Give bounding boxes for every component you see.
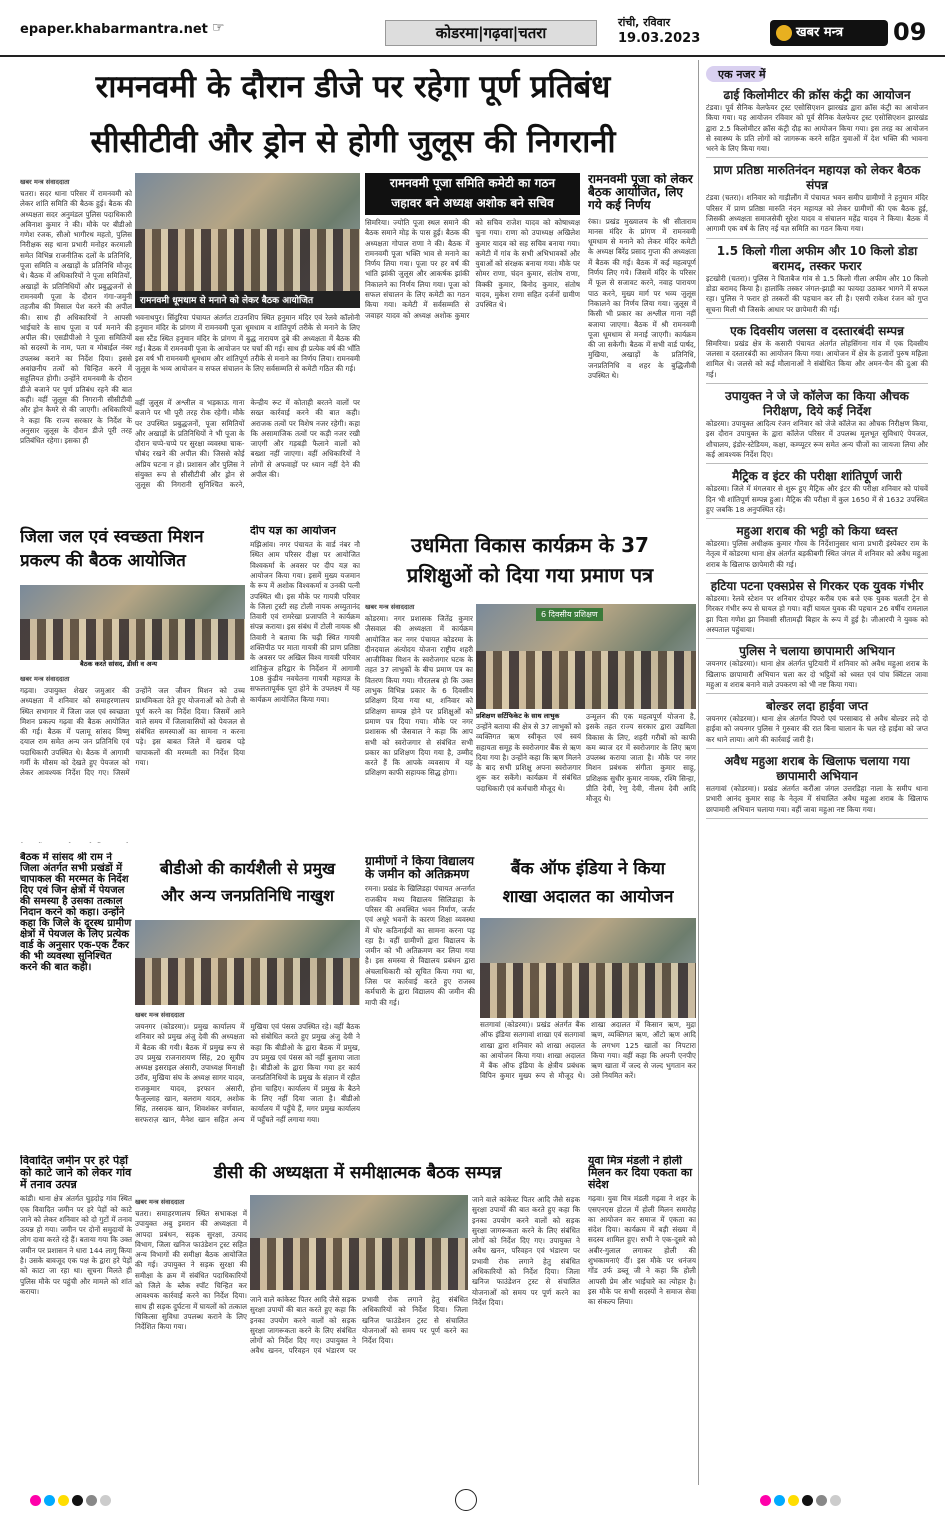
- brand-name: खबर मन्त्र: [796, 25, 844, 40]
- byline: खबर मन्त्र संवाददाता: [365, 603, 415, 611]
- article-body: कांडी। थाना क्षेत्र अंतर्गत घुड़दोड़ गांव स्थित एक विवादित जमीन पर हरे पेड़ों को काटे जाने को लेकर शनिवार को दो गुटों में तनाव उत्पन्न हो गया। जमीन पर दोनों समुदायों के लोग दावा करते रहे हैं। बताया गया कि उक्त जमीन पर प्रशासन ने धारा 144 लागू किया है। उसके बावजूद एक पक्ष के द्वारा हरे पेड़ों को काटा जा रहा था। सूचना मिलते ही पुलिस मौके पर पहुंची और मामले को शांत कराया।: [20, 1194, 132, 1296]
- article-body: गढ़वा। उपायुक्त शेखर जमुआर की अध्यक्षता में शनिवार को समाहरणालय स्थित सभागार में जिला जल एवं स्वच्छता मिशन प्रकल्प गढ़वा की बैठक आयोजित की गई। बैठक में पलामू सांसद विष्णु दयाल राम समेत अन्य जन प्रतिनिधि एवं पदाधिकारी उपस्थित थे। बैठक में आगामी गर्मी के मौसम को देखते हुए पेयजल को लेकर आवश्यक निर्देश दिए गए। जिसमें उन्होंने जल जीवन मिशन को उच्च प्राथमिकता देते हुए योजनाओं को तेजी से पूर्ण करने का निर्देश दिया। जिसमें आने वाले समय में जिलावासियों को पेयजल से संबंधित समस्याओं का सामना न करना पड़े। इस बाबत जिले में खराब पड़े चापाकलों की मरम्मती का निर्देश दिया गया।: [20, 686, 245, 778]
- dateline: [618, 15, 700, 47]
- byline: खबर मन्त्र संवाददाता: [135, 1011, 185, 1019]
- right-news-item: [706, 644, 928, 694]
- article-body: जाने वाले कांकेस्ट पितर आदि जैसे सड़क सुरक्षा उपायों की बात करते हुए कहा कि इनका उपयोग करने वालों को सड़क सुरक्षा जागरूकता करने के लिए संबंधित लोगों को निर्देश दिए गए। उपायुक्त ने अवैध खनन, परिवहन एवं भंडारण पर प्रभावी रोक लगाने हेतु संबंधित अधिकारियों को निर्देश दिया। जिला खनिज फाउंडेशन ट्रस्ट से संचालित योजनाओं को समय पर पूर्ण करने का निर्देश दिया।: [250, 1295, 468, 1356]
- right-news-headline: प्राण प्रतिष्ठा मारुतिनंदन महायज्ञ को लेकर बैठक संपन्न: [713, 163, 921, 193]
- sacred-heart-article: [20, 852, 132, 1067]
- pointer-icon: ☞: [212, 20, 225, 36]
- registration-mark-icon: [455, 1489, 477, 1511]
- right-news-item: [706, 88, 928, 158]
- right-news-item: [706, 699, 928, 749]
- date: 19.03.2023: [618, 31, 701, 46]
- article-body: कोडरमा। नगर प्रशासक जितेंद्र कुमार जैसवाल की अध्यक्षता में कार्यक्रम आयोजित कर नगर पंचायत कोडरमा के दीनदयाल अंत्योदय योजना राष्ट्रीय शहरी आजीविका मिशन के स्वरोजगार घटक के तहत 37 लाभुकों के बीच प्रमाण पत्र का वितरण किया गया। गौरतलब हो कि उक्त लाभुक विभिन्न प्रकार के 6 दिवसीय प्रशिक्षण दिया गया था, शनिवार को प्रशिक्षण सम्पन्न होने पर प्रशिक्षुओं को प्रमाण पत्र दिया गया। मौके पर नगर प्रशासक श्री जैसवाल ने कहा कि आप सभी को स्वरोजगार से संबंधित सभी प्रकार का प्रशिक्षण दिया गया है, उम्मीद करते हैं कि आपके व्यवसाय में यह प्रशिक्षण काफी सहायक सिद्ध होगा।: [365, 614, 473, 778]
- right-news-headline: मैट्रिक व इंटर की परीक्षा शांतिपूर्ण जारी: [732, 469, 902, 484]
- committee-article: [365, 218, 580, 515]
- lead-article-col1: [20, 175, 132, 515]
- right-news-headline: हटिया पटना एक्सप्रेस से गिरकर एक युवक गंभीर: [710, 579, 924, 594]
- lead-photo: [135, 173, 360, 298]
- article-body: चतरा। समाहरणालय स्थित सभाकक्ष में उपायुक्त अबु इमरान की अध्यक्षता में आपदा प्रबंधन, सड़क सुरक्षा, उत्पाद विभाग, जिला खनिज फाउंडेशन ट्रस्ट सहित अन्य विभागों की समीक्षा बैठक आयोजित की गई। उपायुक्त ने सड़क सुरक्षा की समीक्षा के क्रम में संबंधित पदाधिकारियों को जिले के ब्लैक स्पॉट चिन्हित कर आवश्यक कार्रवाई करने का निर्देश दिया। साथ ही सड़क दुर्घटना में घायलों को तत्काल चिकित्सा सुविधा उपलब्ध कराने के लिए निर्देशित किया गया।: [135, 1209, 247, 1332]
- ramnavami-article: [588, 173, 696, 515]
- udyamita-article-3: [586, 712, 696, 845]
- article-body: उन्होंने बताया की क्षेत्र से 37 लाभुकों को व्यक्तिगत ऋण स्वीकृत एवं स्वयं सहायता समूह के स्वरोजगार बैंक से ऋण दिया गया है। उन्होंने कहा कि ऋण मिलने के बाद सभी प्रशिक्षु अपना स्वरोजगार शुरू कर सकेंगे। कार्यक्रम में संबंधित पदाधिकारी एवं कर्मचारी मौजूद थे।: [476, 722, 581, 793]
- headline-line1: उधमिता विकास कार्यक्रम के 37: [411, 533, 649, 557]
- right-news-headline: महुआ शराब की भट्ठी को किया ध्वस्त: [736, 524, 898, 539]
- headline-line2: और अन्य जनप्रतिनिधि नाखुश: [161, 886, 334, 905]
- ek-nazar-tag: [706, 64, 928, 84]
- right-news-item: [706, 324, 928, 384]
- article-headline: दीप यज्ञ का आयोजन: [250, 525, 336, 537]
- vivadit-article: [20, 1155, 132, 1485]
- right-news-item: [706, 754, 928, 819]
- jila-jal-headline: [20, 525, 245, 587]
- page-header: [0, 0, 945, 57]
- bdo-article: [135, 1008, 360, 1148]
- right-news-item: [706, 469, 928, 519]
- article-headline: विवादित जमीन पर हरे पेड़ों को काटे जाने को लेकर गांव में तनाव उत्पन्न: [20, 1155, 132, 1192]
- right-news-body: कोडरमा। पुलिस अधीक्षक कुमार गौरव के निर्देशानुसार थाना प्रभारी इंस्पेक्टर राम के नेतृत्व में कोडरमा थाना क्षेत्र अंतर्गत बड़कीबगी स्थित जंगल में शनिवार को अवैध महुआ शराब के खिलाफ छापेमारी की गई।: [706, 539, 928, 569]
- page-number: 09: [893, 18, 927, 46]
- article-headline: ग्रामीणों ने किया विद्यालय के जमीन को अतिक्रमण: [365, 855, 475, 882]
- udyamita-photo: [476, 604, 696, 709]
- udyamita-headline: [365, 530, 695, 595]
- byline: खबर मन्त्र संवाददाता: [20, 675, 70, 683]
- article-body: गढ़वा। युवा मित्र मंडली गढ़वा ने शहर के एसएनएस होटल में होली मिलन समारोह का आयोजन कर समाज में एकता का संदेश दिया। कार्यक्रम में बड़ी संख्या में सदस्य शामिल हुए। सभी ने एक-दूसरे को अबीर-गुलाल लगाकर होली की शुभकामनाएं दीं। इस मौके पर धनंजय गोंड उर्फ डब्लू जी ने कहा कि होली आपसी प्रेम और भाईचारे का त्योहार है। इस मौके पर सभी सदस्यों ने समाज सेवा का संकल्प लिया।: [588, 1194, 696, 1307]
- city-day: रांची, रविवार: [618, 16, 671, 29]
- headline: जिला जल एवं स्वच्छता मिशन प्रकल्प की बैठक आयोजित: [20, 527, 204, 571]
- right-news-body: टंडवा (चतरा)। शनिवार को गाड़ीलौंग में पंचायत भवन समीप ग्रामीणों ने हनुमान मंदिर परिसर में प्राण प्रतिष्ठा मारुति नंदन महायज्ञ को लेकर ग्रामीणों की एक बैठक हुई, जिसकी अध्यक्षता समाजसेवी सुरेश यादव व संचालन महेंद्र यादव ने किया। बैठक में आगामी एक वर्ष के लिए नई यज्ञ समिति का गठन किया गया।: [706, 193, 928, 234]
- article-body: बैठक में सांसद श्री राम ने जिला अंतर्गत सभी प्रखंडों में चापाकल की मरम्मत के निर्देश दिए एवं जिन क्षेत्रों में पेयजल की समस्या है उसका तत्काल निदान करने को कहा। उन्होंने कहा कि जिले के दूरस्थ ग्रामीण क्षेत्रों में पेयजल के लिए प्रत्येक वार्ड के अनुसार एक-एक टैंकर की भी व्यवस्था सुनिश्चित करने की बात कही।: [20, 852, 132, 973]
- headline-line2: शाखा अदालत का आयोजन: [502, 887, 674, 907]
- headline-line1: बीडीओ की कार्यशैली से प्रमुख: [159, 859, 336, 878]
- right-news-headline: एक दिवसीय जलसा व दस्तारबंदी सम्पन्न: [730, 323, 904, 338]
- article-body: [20, 842, 132, 843]
- jila-jal-article-2: [20, 842, 132, 843]
- jila-jal-photo-caption: बैठक करते सांसद, डीसी व अन्य: [80, 660, 158, 668]
- article-headline: रामनवमी पूजा को लेकर बैठक आयोजित, लिए गये कई निर्णय: [588, 173, 693, 213]
- right-news-headline: बोल्डर लदा हाईवा जप्त: [765, 699, 869, 714]
- headline-line2: जहावर बने अध्यक्ष अशोक बने सचिव: [391, 196, 554, 210]
- jila-jal-photo: [20, 585, 245, 660]
- lead-photo-caption: रामनवमी धूमधाम से मनाने को लेकर बैठक आयोजित: [135, 291, 360, 308]
- lead-headline: [18, 60, 688, 170]
- boi-article: [480, 1020, 696, 1145]
- bdo-headline: [135, 855, 360, 915]
- article-body: वहीं जुलूस में अश्लील व भड़काऊ गाना बजाने पर भी पूरी तरह रोक रहेगी। मौके पर उपस्थित प्रबुद्धजनों, पूजा समितियों और अखाड़ों के प्रतिनिधियों ने भी पूजा के दौरान चप्पे-चप्पे पर सुरक्षा व्यवस्था चाक-चौबंद रखने की अपील की। जिससे कोई अप्रिय घटना न हो। प्रशासन और पुलिस ने संयुक्त रूप से सीसीटीवी और ड्रोन से जुलूस की निगरानी सुनिश्चित करने, केन्द्रीय रूट में कोताही बरतने वालों पर सख्त कार्रवाई करने की बात कही। अराजक तत्वों पर विशेष नजर रहेगी। कहा कि असामाजिक तत्वों पर कड़ी नजर रखी जाएगी और गड़बड़ी फैलाने वालों को बख्शा नहीं जाएगा। वहीं अधिकारियों ने लोगों से अफवाहों पर ध्यान नहीं देने की अपील की।: [135, 398, 360, 490]
- headline-line2: प्रशिक्षुओं को दिया गया प्रमाण पत्र: [406, 563, 654, 587]
- right-news-body: कोडरमा। उपायुक्त आदित्य रंजन शनिवार को जेजे कॉलेज का औचक निरीक्षण किया, इस दौरान उपायुक्त के द्वारा कॉलेज परिसर में उपलब्ध मूलभूत सुविधाएं पेयजल, शौचालय, इंडोर-स्टेडियम, कक्षा, कम्प्यूटर रूम समेत अन्य चीजों का जायजा लिया और कई आवश्यक निर्देश दिए।: [706, 419, 928, 459]
- right-news-item: [706, 244, 928, 319]
- gramin-article: [365, 855, 475, 1145]
- right-news-body: जयनगर (कोडरमा)। थाना क्षेत्र अंतर्गत पिपरो एवं परसाबाद से अवैध बोल्डर लदे दो हाईवा को जयनगर पुलिस ने गुरुवार की रात बिना चालान के चल रहे हाईवा को जप्त कर थाने लाया। आगे की कार्रवाई जारी है।: [706, 714, 928, 744]
- yuva-mitra-article: [588, 1155, 696, 1485]
- site-url[interactable]: epaper.khabarmantra.net: [20, 22, 208, 37]
- udyamita-article: [365, 600, 473, 845]
- lead-under-photo: [135, 313, 360, 397]
- right-news-headline: उपायुक्त ने जे जे कॉलेज का किया औचक निरीक्षण, दिये कई निर्देश: [725, 389, 909, 419]
- right-news-body: सतगावां (कोडरमा)। प्रखंड अंतर्गत करौंआ जंगल उत्तरडिहा नाला के समीप थाना प्रभारी आनंद कुमार साह के नेतृत्व में संचालित अवैध महुआ शराब के खिलाफ छापामारी अभियान चलाया गया। वहीं जावा महुआ नष्ट किया गया।: [706, 783, 928, 814]
- section-title: कोडरमा|गढ़वा|चतरा: [385, 20, 597, 46]
- dc-meeting-article: [135, 1195, 247, 1485]
- print-marks-right: [760, 1495, 844, 1509]
- right-news-item: [706, 163, 928, 238]
- right-column: [706, 88, 928, 1483]
- article-body: रंका। प्रखंड मुख्यालय के श्री सीताराम मानस मंदिर के प्रांगण में रामनवमी धूमधाम से मनाने को लेकर मंदिर कमेटी के अध्यक्ष बिरेंद्र प्रसाद गुप्ता की अध्यक्षता में बैठक की गई। बैठक में कई महत्वपूर्ण निर्णय लिए गये। जिसमें मंदिर के परिसर में फूल से सजावट करने, नवाह पारायण पाठ करने, मुख्य मार्ग पर भव्य जुलूस निकालने का निर्णय लिया गया। जुलूस में किसी भी प्रकार का अश्लील गाना नहीं बजाया जाएगा। बैठक में श्री रामनवमी पूजा धूमधाम से मनाई जाएगी। कार्यक्रम की जा सकेगी। बैठक में सभी वार्ड पार्षद, मुखिया, अखाड़ों के प्रतिनिधि, जनप्रतिनिधि व शहर के बुद्धिजीवी उपस्थित थे।: [588, 216, 696, 381]
- byline: खबर मन्त्र संवाददाता: [20, 178, 70, 186]
- right-news-headline: अवैध महुआ शराब के खिलाफ चलाया गया छापामारी अभियान: [724, 753, 910, 783]
- print-marks-left: [30, 1495, 114, 1509]
- brand-dot-icon: [776, 25, 792, 41]
- headline-line1: बैंक ऑफ इंडिया ने किया: [510, 859, 666, 879]
- byline: खबर मन्त्र संवाददाता: [135, 1198, 185, 1206]
- article-body: उन्मूलन की एक महत्वपूर्ण योजना है, इसके तहत राज्य सरकार द्वारा उद्यमिता विकास के लिए, शहरी गरीबों को काफी कम ब्याज दर में स्वरोजगार के लिए ऋण उपलब्ध कराया जाता है। मौके पर नगर मिशन प्रबंधक संगीता कुमार साहू, प्रशिक्षक सुधीर कुमार नायक, रश्मि सिन्हा, प्रीति देवी, रेणु देवी, नीलम देवी आदि मौजूद थे।: [586, 712, 696, 804]
- article-body: जयनगर (कोडरमा)। प्रमुख कार्यालय में शनिवार को प्रमुख अंजु देवी की अध्यक्षता में बैठक की गयी। बैठक में प्रमुख रूप से उप प्रमुख राजनारायण सिंह, 20 सूत्रीय अध्यक्ष इसराइल अंसारी, उपाध्यक्ष मिनाक्षी उरॉव, मुखिया संघ के अध्यक्ष सागर यादव, राजकुमार यादव, इरफान अंसारी, फैजुल्लाह खान, बलराम यादव, अशोक सिंह, तस्सदक खान, शिवशंकर वर्णवाल, सरफराज़ खान, मैनेश खान सहित अन्य मुखिया एवं पंसस उपस्थित रहे। वहीं बैठक को संबोधित करते हुए प्रमुख अंजु देवी ने कहा कि बीडीओ के द्वारा बैठक में प्रमुख, उप प्रमुख एवं पंसस को नहीं बुलाया जाता है। बीडीओ के द्वारा किया गया हर कार्य जनप्रतिनिधियों के प्रमुख के संज्ञान में रहीत होना चाहिए। कार्यालय में प्रमुख के बैठने के लिए नहीं दिया जाता है। बीडीओ कार्यालय में पहुँचे हैं, मगर प्रमुख कार्यालय में पहुँचते नहीं लगाया गया।: [135, 1022, 360, 1124]
- dc-meeting-headline: [135, 1158, 580, 1188]
- lead-headline-line2: सीसीटीवी और ड्रोन से होगी जुलूस की निगरानी: [90, 124, 616, 160]
- udyamita-photo-caption: प्रशिक्षण सर्टिफिकेट के साथ लाभुक: [476, 712, 560, 720]
- right-news-body: टंडवा। पूर्व सैनिक वेलफेयर ट्रस्ट एसोसिएशन झारखंड द्वारा क्रॉस कंट्री का आयोजन किया गया। यह आयोजन रविवार को पूर्व सैनिक वेलफेयर ट्रस्ट एसोसिएशन झारखंड द्वारा 2.5 किलोमीटर क्रॉस कंट्री दौड़ का आयोजन किया गया। इस तरह का आयोजन से स्वास्थ्य के प्रति लोगों को जागरूक करने सहित युवाओं में देश भक्ति की भावना भरने के लिए किया गया।: [706, 103, 928, 154]
- bdo-photo: [135, 920, 360, 1005]
- deep-yagya-article: [250, 525, 360, 855]
- right-news-body: जयनगर (कोडरमा)। थाना क्षेत्र अंतर्गत घुटियारी में शनिवार को अवैध महुआ शराब के खिलाफ छापामारी अभियान चला कर दो भट्ठियों को ध्वस्त एवं पांच क्विंटल जावा महुआ व शराब बनाने वाले उपकरण को भी नष्ट किया गया।: [706, 659, 928, 689]
- dc-meeting-article-2: [250, 1295, 468, 1485]
- jila-jal-article: [20, 672, 245, 842]
- boi-headline: [480, 855, 696, 915]
- dc-meeting-photo: [250, 1195, 468, 1290]
- boi-photo: [480, 918, 696, 1018]
- right-news-body: इटखोरी (चतरा)। पुलिस ने चिताबैज गांव से 1.5 किलो गीला अफीम और 10 किलो डोडा बरामद किया है। हालांकि तस्कर जंगल-झाड़ी का फायदा उठाकर भागने में सफल रहा। पुलिस ने फरार हो तस्करों की पहचान कर ली है। एसपी राकेश रंजन को गुप्त सूचना मिली थी जिसके आधार पर छापेमारी की गई।: [706, 273, 928, 314]
- right-news-item: [706, 389, 928, 464]
- lead-article-col-mid: [135, 398, 360, 515]
- committee-headline: [365, 173, 580, 215]
- headline: डीसी की अध्यक्षता में समीक्षात्मक बैठक सम्पन्न: [213, 1163, 502, 1183]
- article-body: रमना। प्रखंड के खिलिडहा पंचायत अन्तर्गत राजकीय मध्य विद्यालय सिलिडाहा के परिसर की अवस्थित भवन निर्माण, जर्जर एवं अधूरे भवनों के कारण शिक्षा व्यवस्था में घोर कठिनाईयों का सामना करना पड़ रहा है। वहीं ग्रामीणों द्वारा विद्यालय के जमीन को भी अतिक्रमण कर लिया गया है। इस समस्या से विद्यालय प्रबंधन द्वारा अंचलाधिकारी को सूचित किया गया था, जिस पर कार्रवाई करते हुए राजस्व कर्मचारी के द्वारा विद्यालय की जमीन की मापी की गई।: [365, 884, 475, 1007]
- article-body: सिमरिया। ज्योति पूजा स्थल समाने की बैठक समाने मोड़ के पास हुई। बैठक की अध्यक्षता गोपाल राणा ने की। बैठक में रामनवमी पूजा भक्ति भाव से मनाने का निर्णय लिया गया। पूजा पर हर वर्ष की भांति झांकी जुलूस और आकर्षक झांकी निकालने का निर्णय लिया गया। पूजा को सफल संचालन के लिए कमेटी का गठन किया गया। कमेटी में सर्वसम्मति से जवाहर यादव को अध्यक्ष अशोक कुमार को सचिव राजेश यादव को कोषाध्यक्ष चुना गया। राणा को उपाध्यक्ष अखिलेश कुमार यादव को सह सचिव बनाया गया। कमेटी में गांव के सभी अभिभावकों और युवाओं को संरक्षक बनाया गया। मौके पर सोमर राणा, चंदन कुमार, संतोष राणा, विक्की कुमार, बिनोद कुमार, संतोष यादव, मुकेश राणा सहित दर्जनों ग्रामीण उपस्थित थे।: [365, 218, 580, 320]
- right-news-headline: ढाई किलोमीटर की क्रॉस कंट्री का आयोजन: [723, 88, 911, 102]
- udyamita-article-2: [476, 722, 581, 845]
- right-news-headline: पुलिस ने चलाया छापामारी अभियान: [739, 644, 895, 659]
- article-body: सतगावां (कोडरमा)। प्रखंड अंतर्गत बैंक ऑफ इंडिया सतगावां शाखा एवं सतगावां शाखा द्वारा शनिवार को शाखा अदालत का आयोजन किया गया। शाखा अदालत में बैंक ऑफ इंडिया के क्षेत्रीय प्रबंधक विपिन कुमार मुख्य रूप से मौजूद थे। शाखा अदालत में किसान ऋण, मुद्रा ऋण, व्यक्तिगत ऋण, ऑटो ऋण आदि के लगभग 125 खातों का निपटारा किया गया। वहीं कहा कि अपनी एनपीए ऋण खाता में जल्द से जल्द भुगतान कर उसे नियमित करें।: [480, 1020, 696, 1081]
- article-body: मझिआंव। नगर पंचायत के वार्ड नंबर नौ स्थित आम परिसर दीक्षा पर आयोजित विश्वकर्मा के अवसर पर दीप यज्ञ का आयोजन किया गया। इसमें मुख्य यजमान के रूप में अशोक विश्वकर्मा व उनकी पत्नी उपस्थित थी। इस मौके पर गायत्री परिवार के जिला ट्रस्टी सह टोली नायक अच्युतानंद तिवारी एवं रामरेखा प्रजापति ने कार्यक्रम संपन्न कराया। इस संबंध में टोली नायक श्री तिवारी ने बताया कि चढ़ी स्थित गायत्री शक्तिपीठ पर माता गायत्री की प्राण प्रतिष्ठा के अवसर पर अखिल विश्व गायत्री परिवार शांतिकुंज हरिद्वार के निर्देशन में आगामी 108 कुंडीय नवचेतना गायत्री महायज्ञ के सफलतापूर्वक पूरा होने के उपलक्ष्य में यह कार्यक्रम आयोजित किया गया।: [250, 540, 360, 704]
- right-news-body: कोडरमा। जिले में मंगलवार से शुरू हुए मैट्रिक और इंटर की परीक्षा शनिवार को पांचवें दिन भी शांतिपूर्ण सम्पन्न हुआ। मैट्रिक की परीक्षा में कुल 1650 में से 1632 उपस्थित हुए जबकि 18 अनुपस्थित रहे।: [706, 484, 928, 514]
- article-body: भवनाथपुर। सिंदुरिया पंचायत अंतर्गत टाउनशिप स्थित हनुमान मंदिर एवं रेलवे कॉलोनी हनुमान मंदिर के प्रांगण में रामनवमी पूजा धूमधाम व शांतिपूर्ण तरीके से मनाने के लिए बस स्टैंड स्थित हनुमान मंदिर के प्रांगण में बुद्ध नारायण दुबे की अध्यक्षता में बैठक की गई। बैठक में रामनवमी पूजा के आयोजन पर चर्चा की गई। साथ ही प्रत्येक वर्ष की भाँति इस वर्ष भी रामनवमी धूमधाम और शांतिपूर्ण तरीके से मनाने का निर्णय लिया। रामनवमी जुलूस के भव्य आयोजन व सफल संचालन के लिए सर्वसम्मति से कमेटी गठित की गई।: [135, 313, 360, 374]
- right-news-item: [706, 579, 928, 639]
- column-rule: [698, 60, 699, 1485]
- headline-line1: रामनवमी पूजा समिति कमेटी का गठन: [389, 176, 556, 190]
- right-news-item: [706, 524, 928, 574]
- section-tag: एक नजर में: [718, 68, 766, 81]
- right-news-headline: 1.5 किलो गीला अफीम और 10 किलो डोडा बरामद, तस्कर फरार: [716, 243, 918, 273]
- right-news-body: कोडरमा। रेलवे स्टेशन पर शनिवार दोपहर करीब एक बजे एक युवक चलती ट्रेन से गिरकर गंभीर रूप से घायल हो गया। वहीं घायल युवक की पहचान 26 वर्षीय रामलाल झा पिता गणेश झा निवासी सीतामढ़ी बिहार के रूप में हुई है। जीआरपी ने युवक को अस्पताल पहुंचाया।: [706, 594, 928, 634]
- dc-meeting-article-3: [472, 1195, 580, 1485]
- article-body: चतरा। सदर थाना परिसर में रामनवमी को लेकर शांति समिति की बैठक हुई। बैठक की अध्यक्षता सदर अनुमंडल पुलिस पदाधिकारी अविनाश कुमार ने की। मौके पर बीडीओ गणेश रजक, सीओ भागीरथ महतो, पुलिस निरीक्षक सह थाना प्रभारी मनोहर करमाली समेत विभिन्न राजनीतिक दलों के प्रतिनिधि, पूजा समिति व अखाड़ों के प्रतिनिधि मौजूद थे। बैठक में अधिकारियों ने पूजा समितियों, अखाड़ों के प्रतिनिधियों और प्रबुद्धजनों से रामनवमी पूजा के दौरान गंगा-जमुनी तहजीब की मिसाल पेश करने की अपील की। साथ ही अधिकारियों ने आपसी भाईचारे के साथ पूजा व पर्व मनाने की अपील की। एसडीपीओ ने पूजा समितियों को सदस्यों के नाम, पता व मोबाईल नंबर उपलब्ध कराने का निर्देश दिया। इससे अवांछनीय तत्वों को चिन्हित करने में सहूलियत होगी। उन्होंने रामनवमी के दौरान डीजे बजाने पर पूर्ण प्रतिबंध रहने की बात कही। वहीं जुलूस की निगरानी सीसीटीवी और ड्रोन कैमरे से की जाएगी। अधिकारियों ने कहा कि राज्य सरकार के निर्देश के अनुसार जुलूस के दौरान डीजे पूरी तरह प्रतिबंधित रहेगा। इसका ही: [20, 189, 132, 446]
- article-body: जाने वाले कांकेस्ट पितर आदि जैसे सड़क सुरक्षा उपायों की बात करते हुए कहा कि इनका उपयोग करने वालों को सड़क सुरक्षा जागरूकता करने के लिए संबंधित लोगों को निर्देश दिए गए। उपायुक्त ने अवैध खनन, परिवहन एवं भंडारण पर प्रभावी रोक लगाने हेतु संबंधित अधिकारियों को निर्देश दिया। जिला खनिज फाउंडेशन ट्रस्ट से संचालित योजनाओं को समय पर पूर्ण करने का निर्देश दिया।: [472, 1195, 580, 1307]
- lead-headline-line1: रामनवमी के दौरान डीजे पर रहेगा पूर्ण प्रतिबंध: [95, 69, 611, 105]
- brand-logo: [770, 20, 888, 46]
- article-headline: युवा मित्र मंडली ने होली मिलन कर दिया एकता का संदेश: [588, 1155, 693, 1192]
- photo-banner: 6 दिवसीय प्रशिक्षण: [536, 608, 603, 621]
- right-news-body: सिमरिया। प्रखंड क्षेत्र के कसारी पंचायत अंतर्गत लोहसिंगना गांव में एक दिवसीय जलसा व दस्तारबंदी का आयोजन किया गया। आयोजन में क्षेत्र के हजारों पुरुष महिला शामिल थे। जलसे को कई मौलानाओं ने संबोधित किया और अमन-चैन की दुआ की गई।: [706, 338, 928, 379]
